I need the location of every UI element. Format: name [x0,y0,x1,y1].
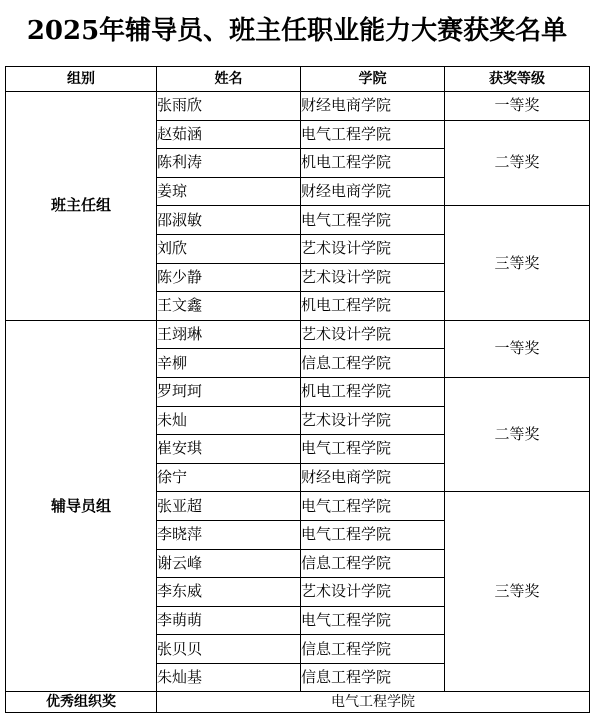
winner-college: 电气工程学院 [301,520,445,549]
award-grade: 一等奖 [445,320,590,377]
winner-college: 信息工程学院 [301,549,445,578]
org-award-row [6,692,590,713]
winner-college: 财经电商学院 [301,92,445,121]
winner-college: 艺术设计学院 [301,578,445,607]
winner-name: 陈少静 [157,263,301,292]
winner-college: 机电工程学院 [301,377,445,406]
winner-college: 电气工程学院 [301,435,445,464]
table-row [6,92,590,121]
winner-college: 电气工程学院 [301,120,445,149]
header-name: 姓名 [157,67,301,92]
group-label: 班主任组 [6,92,157,321]
winner-college: 财经电商学院 [301,463,445,492]
header-college: 学院 [301,67,445,92]
header-group: 组别 [6,67,157,92]
winner-name: 张雨欣 [157,92,301,121]
award-grade: 二等奖 [445,120,590,206]
page-title: 2025年辅导员、班主任职业能力大赛获奖名单 [26,16,568,46]
winner-college: 艺术设计学院 [301,263,445,292]
winner-name: 朱灿基 [157,663,301,692]
winner-college: 艺术设计学院 [301,406,445,435]
winner-name: 张亚超 [157,492,301,521]
awards-table [5,66,590,713]
winner-name: 赵茹涵 [157,120,301,149]
org-award-label: 优秀组织奖 [6,692,157,713]
group-label: 辅导员组 [6,320,157,692]
winner-name: 辛柳 [157,349,301,378]
table-header-row [6,67,590,92]
winner-name: 李东威 [157,578,301,607]
winner-name: 未灿 [157,406,301,435]
winner-name: 王文鑫 [157,292,301,321]
winner-name: 李萌萌 [157,606,301,635]
org-award-college: 电气工程学院 [157,692,590,713]
winner-college: 艺术设计学院 [301,320,445,349]
award-grade: 三等奖 [445,206,590,320]
winner-college: 机电工程学院 [301,292,445,321]
header-grade: 获奖等级 [445,67,590,92]
winner-name: 崔安琪 [157,435,301,464]
winner-college: 信息工程学院 [301,635,445,664]
winner-college: 电气工程学院 [301,492,445,521]
winner-college: 财经电商学院 [301,177,445,206]
award-grade: 三等奖 [445,492,590,692]
winner-name: 罗珂珂 [157,377,301,406]
winner-college: 信息工程学院 [301,663,445,692]
winner-college: 信息工程学院 [301,349,445,378]
winner-name: 李晓萍 [157,520,301,549]
winner-name: 邵淑敏 [157,206,301,235]
winner-name: 陈利涛 [157,149,301,178]
winner-name: 张贝贝 [157,635,301,664]
award-grade: 一等奖 [445,92,590,121]
winner-college: 机电工程学院 [301,149,445,178]
winner-name: 姜琼 [157,177,301,206]
winner-college: 艺术设计学院 [301,234,445,263]
award-grade: 二等奖 [445,377,590,491]
winner-name: 王翊琳 [157,320,301,349]
winner-name: 徐宁 [157,463,301,492]
winner-name: 刘欣 [157,234,301,263]
table-row [6,320,590,349]
table-body [6,92,590,713]
winner-college: 电气工程学院 [301,606,445,635]
winner-college: 电气工程学院 [301,206,445,235]
winner-name: 谢云峰 [157,549,301,578]
